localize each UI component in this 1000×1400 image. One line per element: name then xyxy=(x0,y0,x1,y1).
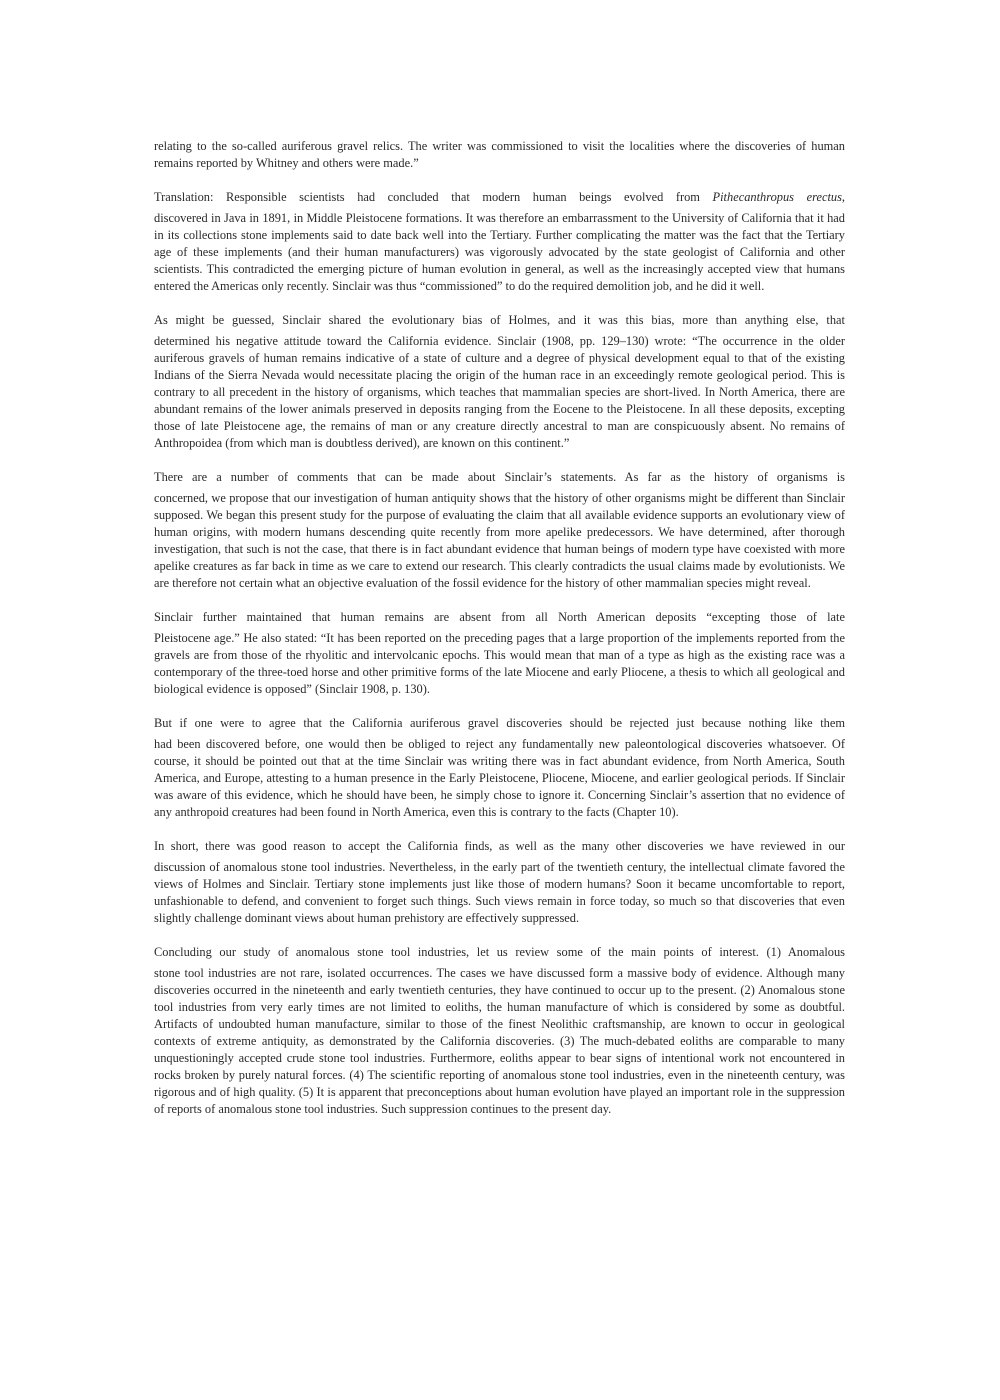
paragraph-sinclair-further xyxy=(154,609,845,698)
paragraph-lead: In short, there was good reason to accept the California finds, as well as the many other discoveries we have reviewed in our xyxy=(154,839,845,853)
paragraph-lead: Sinclair further maintained that human remains are absent from all North American deposits “excepting those of late xyxy=(154,610,845,624)
paragraph-body: stone tool industries are not rare, isolated occurrences. The cases we have discussed form a massive body of evidence. Although many discoveries occurred in the nineteenth and early twentieth centuries, they have continued to occur up to the present. (2) Anomalous stone tool industries from very early times are not limited to eoliths, the human manufacture of which is considered by some as doubtful. Artifacts of undoubted human manufacture, similar to those of the finest Neolithic craftsmanship, are known to occur in geological contexts of extreme antiquity, as demonstrated by the California discoveries. (3) The much-debated eoliths are comparable to many unquestioningly accepted crude stone tool industries. Furthermore, eoliths appear to bear signs of intentional work not encountered in rocks broken by purely natural forces. (4) The scientific reporting of anomalous stone tool industries, even in the nineteenth century, was rigorous and of high quality. (5) It is apparent that preconceptions about human evolution have played an important role in the suppression of reports of anomalous stone tool industries. Such suppression continues to the present day. xyxy=(154,966,845,1116)
document-page xyxy=(154,138,845,1135)
paragraph-conclusion xyxy=(154,944,845,1118)
species-name-italic: Pithecanthropus erectus, xyxy=(712,190,845,204)
paragraph-body: discovered in Java in 1891, in Middle Pleistocene formations. It was therefore an embarrassment to the University of California that it had in its collections stone implements said to date back well into the Tertiary. Further complicating the matter was the fact that the Tertiary age of these implements (and their human manufacturers) was vigorously advocated by the state geologist of California and other scientists. This contradicted the emerging picture of human evolution in general, as well as the increasingly accepted view that humans entered the Americas only recently. Sinclair was thus “commissioned” to do the required demolition job, and he did it well. xyxy=(154,211,845,293)
lead-text: Translation: Responsible scientists had concluded that modern human beings evolved from xyxy=(154,190,713,204)
paragraph-in-short xyxy=(154,838,845,927)
paragraph-continuation xyxy=(154,138,845,172)
paragraph-body: concerned, we propose that our investigation of human antiquity shows that the history of other organisms might be different than Sinclair supposed. We began this present study for the purpose of evaluating the claim that all available evidence supports an evolutionary view of human origins, with modern humans descending quite recently from more apelike predecessors. We have determined, after thorough investigation, that such is not the case, that there is in fact abundant evidence that human beings of modern type have coexisted with more apelike creatures as far back in time as we care to extend our research. This clearly contradicts the usual claims made by evolutionists. We are therefore not certain what an objective evaluation of the fossil evidence for the history of other mammalian species might reveal. xyxy=(154,491,845,590)
paragraph-body: discussion of anomalous stone tool industries. Nevertheless, in the early part of the twentieth century, the intellectual climate favored the views of Holmes and Sinclair. Tertiary stone implements just like those of modern humans? Soon it became uncomfortable to report, unfashionable to defend, and convenient to forget such things. Such views remain in force today, so much so that discoveries that even slightly challenge dominant views about human prehistory are effectively suppressed. xyxy=(154,860,845,925)
paragraph-lead xyxy=(154,189,845,206)
paragraph-sinclair-bias xyxy=(154,312,845,452)
paragraph-rejection xyxy=(154,715,845,821)
paragraph-body: had been discovered before, one would then be obliged to reject any fundamentally new paleontological discoveries whatsoever. Of course, it should be pointed out that at the time Sinclair was writing there was in fact abundant evidence, from North America, South America, and Europe, attesting to a human presence in the Early Pleistocene, Pliocene, Miocene, and earlier geological periods. If Sinclair was aware of this evidence, which he should have been, he simply chose to ignore it. Concerning Sinclair’s assertion that no evidence of any anthropoid creatures had been found in North America, even this is contrary to the facts (Chapter 10). xyxy=(154,737,845,819)
paragraph-comments xyxy=(154,469,845,592)
paragraph-translation xyxy=(154,189,845,295)
paragraph-body: Pleistocene age.” He also stated: “It has been reported on the preceding pages that a large proportion of the implements reported from the gravels are from those of the rhyolitic and intervolcanic epochs. This would mean that man of a type as high as the existing race was a contemporary of the three-toed horse and other primitive forms of the late Miocene and early Pliocene, a thesis to which all geological and biological evidence is opposed” (Sinclair 1908, p. 130). xyxy=(154,631,845,696)
paragraph-lead: Concluding our study of anomalous stone tool industries, let us review some of the main points of interest. (1) Anomalous xyxy=(154,945,845,959)
paragraph-body: relating to the so-called auriferous gravel relics. The writer was commissioned to visit the localities where the discoveries of human remains reported by Whitney and others were made.” xyxy=(154,139,845,170)
paragraph-body: determined his negative attitude toward the California evidence. Sinclair (1908, pp. 129–130) wrote: “The occurrence in the older auriferous gravels of human remains indicative of a state of culture and a degree of physical development equal to that of the existing Indians of the Sierra Nevada would necessitate placing the origin of the human race in an exceedingly remote geological period. This is contrary to all precedent in the history of organisms, which teaches that mammalian species are short-lived. In North America, there are abundant remains of the lower animals preserved in deposits ranging from the Eocene to the Pleistocene. In all these deposits, excepting those of late Pleistocene age, the remains of man or any creature directly ancestral to man are conspicuously absent. No remains of Anthropoidea (from which man is doubtless derived), are known on this continent.” xyxy=(154,334,845,450)
paragraph-lead: There are a number of comments that can be made about Sinclair’s statements. As far as the history of organisms is xyxy=(154,470,845,484)
paragraph-lead: As might be guessed, Sinclair shared the evolutionary bias of Holmes, and it was this bias, more than anything else, that xyxy=(154,313,845,327)
paragraph-lead: But if one were to agree that the California auriferous gravel discoveries should be rejected just because nothing like them xyxy=(154,716,845,730)
